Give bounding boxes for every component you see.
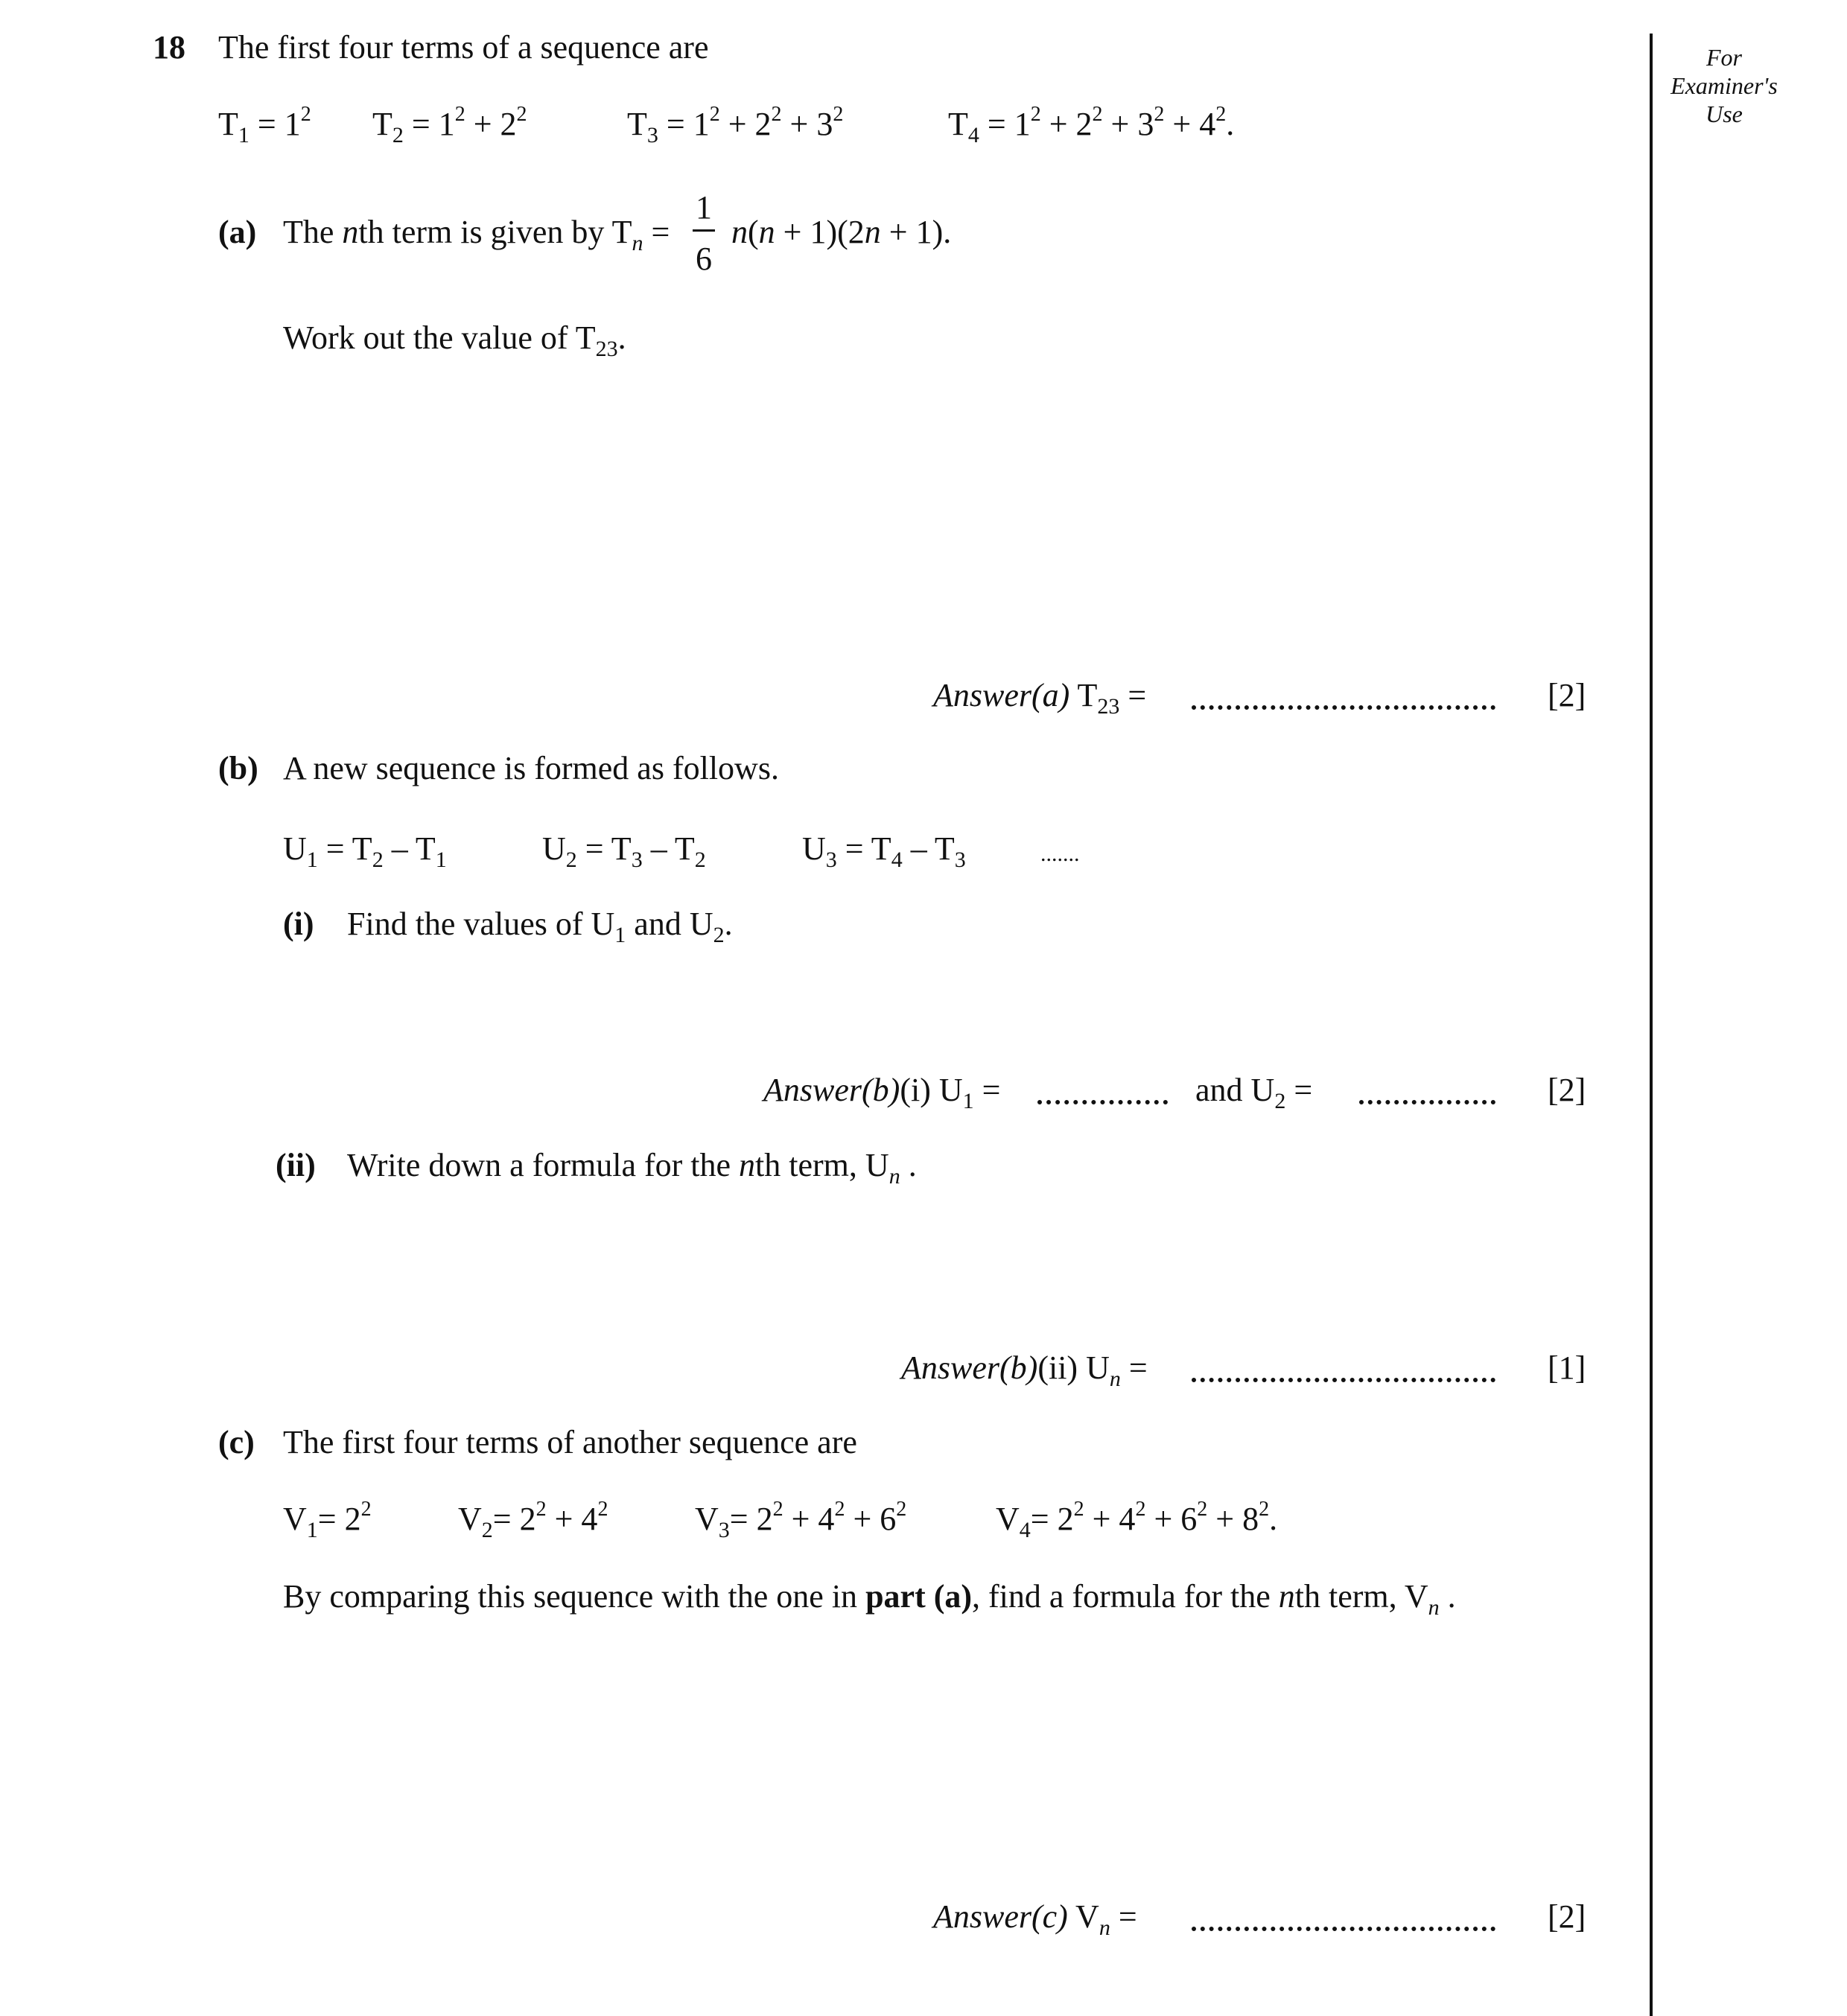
- t3-term: $T_3 = 1^2 + 2^2 + 3^2$: [627, 103, 844, 147]
- u1-definition: $U_1 = T_2 - T_1$: [283, 830, 447, 872]
- part-c-instruction: By comparing this sequence with the one in part (a), find a formula for the nth term, $V_n$ .: [283, 1578, 1456, 1620]
- part-c-answer-label: Answer(c) $V_n$ =: [933, 1898, 1137, 1940]
- part-a-label: (a): [218, 214, 257, 250]
- part-b-ii-answer-label: Answer(b)(ii) $U_n$ =: [901, 1349, 1148, 1391]
- part-b-i-answer-label: Answer(b)(i) $U_1$ =: [763, 1072, 1001, 1113]
- part-b-i-u2-answer-field[interactable]: [1359, 1100, 1495, 1104]
- examiner-label-use: Use: [1705, 101, 1743, 127]
- t2-term: $T_2 = 1^2 + 2^2$: [372, 103, 527, 147]
- part-b-i-label: (i): [283, 906, 314, 942]
- question-intro: The first four terms of a sequence are: [218, 29, 709, 66]
- part-a-instruction: Work out the value of $T_{23}$.: [283, 319, 626, 361]
- part-a-statement: The nth term is given by $T_n$ =: [283, 214, 670, 255]
- part-a-formula: n(n + 1)(2n + 1).: [731, 214, 952, 250]
- part-c-statement: The first four terms of another sequence are: [283, 1424, 857, 1460]
- v4-term: $V_4= 2^2 + 4^2 + 6^2 + 8^2$.: [996, 1498, 1278, 1542]
- part-c-label: (c): [218, 1424, 255, 1460]
- sequence-ellipsis: .......: [1040, 842, 1080, 866]
- examiner-label-examiners: Examiner's: [1670, 72, 1778, 99]
- part-b-i-marks: [2]: [1548, 1072, 1586, 1108]
- fraction-denominator: 6: [696, 241, 712, 277]
- fraction-bar: [693, 229, 715, 232]
- t1-term: $T_1 = 1^2$: [218, 103, 311, 147]
- part-a-answer-field[interactable]: [1192, 705, 1495, 710]
- u2-definition: $U_2 = T_3 - T_2$: [542, 830, 706, 872]
- part-c-answer-field[interactable]: [1192, 1927, 1495, 1931]
- v1-term: $V_1= 2^2$: [283, 1498, 372, 1542]
- part-b-i-statement: Find the values of $U_1$ and $U_2$.: [347, 906, 733, 947]
- examiner-margin-line: [1650, 34, 1653, 2016]
- fraction-numerator: 1: [696, 189, 712, 226]
- t4-term: $T_4 = 1^2 + 2^2 + 3^2 + 4^2$.: [948, 103, 1235, 147]
- question-number: 18: [153, 29, 185, 66]
- part-b-label: (b): [218, 750, 258, 786]
- part-b-ii-statement: Write down a formula for the nth term, $U_n$ .: [347, 1147, 917, 1189]
- u3-definition: $U_3 = T_4 - T_3$: [802, 830, 966, 872]
- part-b-i-u1-answer-field[interactable]: [1037, 1100, 1168, 1104]
- part-b-ii-marks: [1]: [1548, 1349, 1586, 1386]
- part-b-statement: A new sequence is formed as follows.: [283, 750, 779, 786]
- part-b-ii-answer-field[interactable]: [1192, 1378, 1495, 1382]
- v2-term: $V_2= 2^2 + 4^2$: [458, 1498, 608, 1542]
- part-a-marks: [2]: [1548, 677, 1586, 713]
- part-b-ii-label: (ii): [276, 1147, 316, 1183]
- examiner-label-for: For: [1706, 44, 1742, 71]
- part-c-marks: [2]: [1548, 1898, 1586, 1935]
- part-a-answer-label: Answer(a) $T_{23}$ =: [933, 677, 1147, 719]
- v3-term: $V_3= 2^2 + 4^2 + 6^2$: [695, 1498, 907, 1542]
- part-b-i-and-label: and $U_2$ =: [1195, 1072, 1313, 1113]
